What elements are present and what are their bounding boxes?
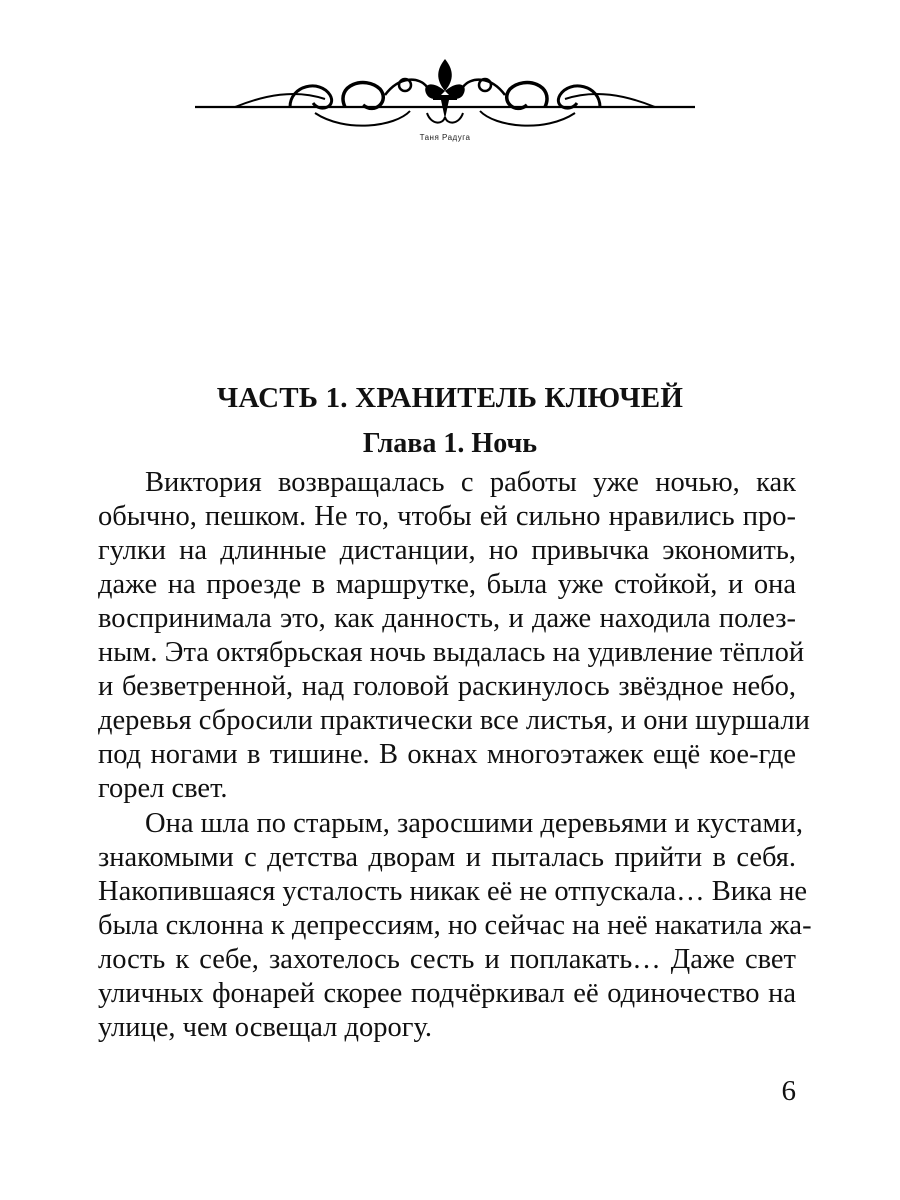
text-line: Накопившаяся усталость никак её не отпускала… Вика не <box>98 876 808 907</box>
page-number: 6 <box>781 1075 796 1107</box>
text-line: под ногами в тишине. В окнах многоэтажек ещё кое-где <box>98 739 796 770</box>
chapter-title: Глава 1. Ночь <box>362 428 538 459</box>
text-line: и безветренной, над головой раскинулось звёздное небо, <box>98 671 796 702</box>
text-line: улице, чем освещал дорогу. <box>98 1012 432 1043</box>
text-line: была склонна к депрессиям, но сейчас на неё накатила жа- <box>98 910 812 941</box>
header-ornament <box>195 55 695 155</box>
text-line: лость к себе, захотелось сесть и поплакать… Даже свет <box>98 944 796 975</box>
ornament-signature: Таня Радуга <box>419 133 471 142</box>
text-line: уличных фонарей скорее подчёркивал её одиночество на <box>98 978 796 1009</box>
part-title: ЧАСТЬ 1. ХРАНИТЕЛЬ КЛЮЧЕЙ <box>216 382 684 414</box>
text-line: воспринимала это, как данность, и даже находила полез- <box>98 603 796 634</box>
text-line: обычно, пешком. Не то, чтобы ей сильно нравились про- <box>98 501 796 532</box>
text-line: Виктория возвращалась с работы уже ночью, как <box>145 467 796 498</box>
fleur-de-lis-ornament-icon <box>195 55 695 135</box>
text-line: Она шла по старым, заросшими деревьями и кустами, <box>145 808 803 839</box>
text-line: гулки на длинные дистанции, но привычка экономить, <box>98 535 796 566</box>
text-line: ным. Эта октябрьская ночь выдалась на удивление тёплой <box>98 637 805 668</box>
text-line: деревья сбросили практически все листья, и они шуршали <box>98 705 810 736</box>
text-line: горел свет. <box>98 773 228 804</box>
text-line: знакомыми с детства дворам и пыталась прийти в себя. <box>98 842 796 873</box>
text-line: даже на проезде в маршрутке, была уже стойкой, и она <box>98 569 796 600</box>
